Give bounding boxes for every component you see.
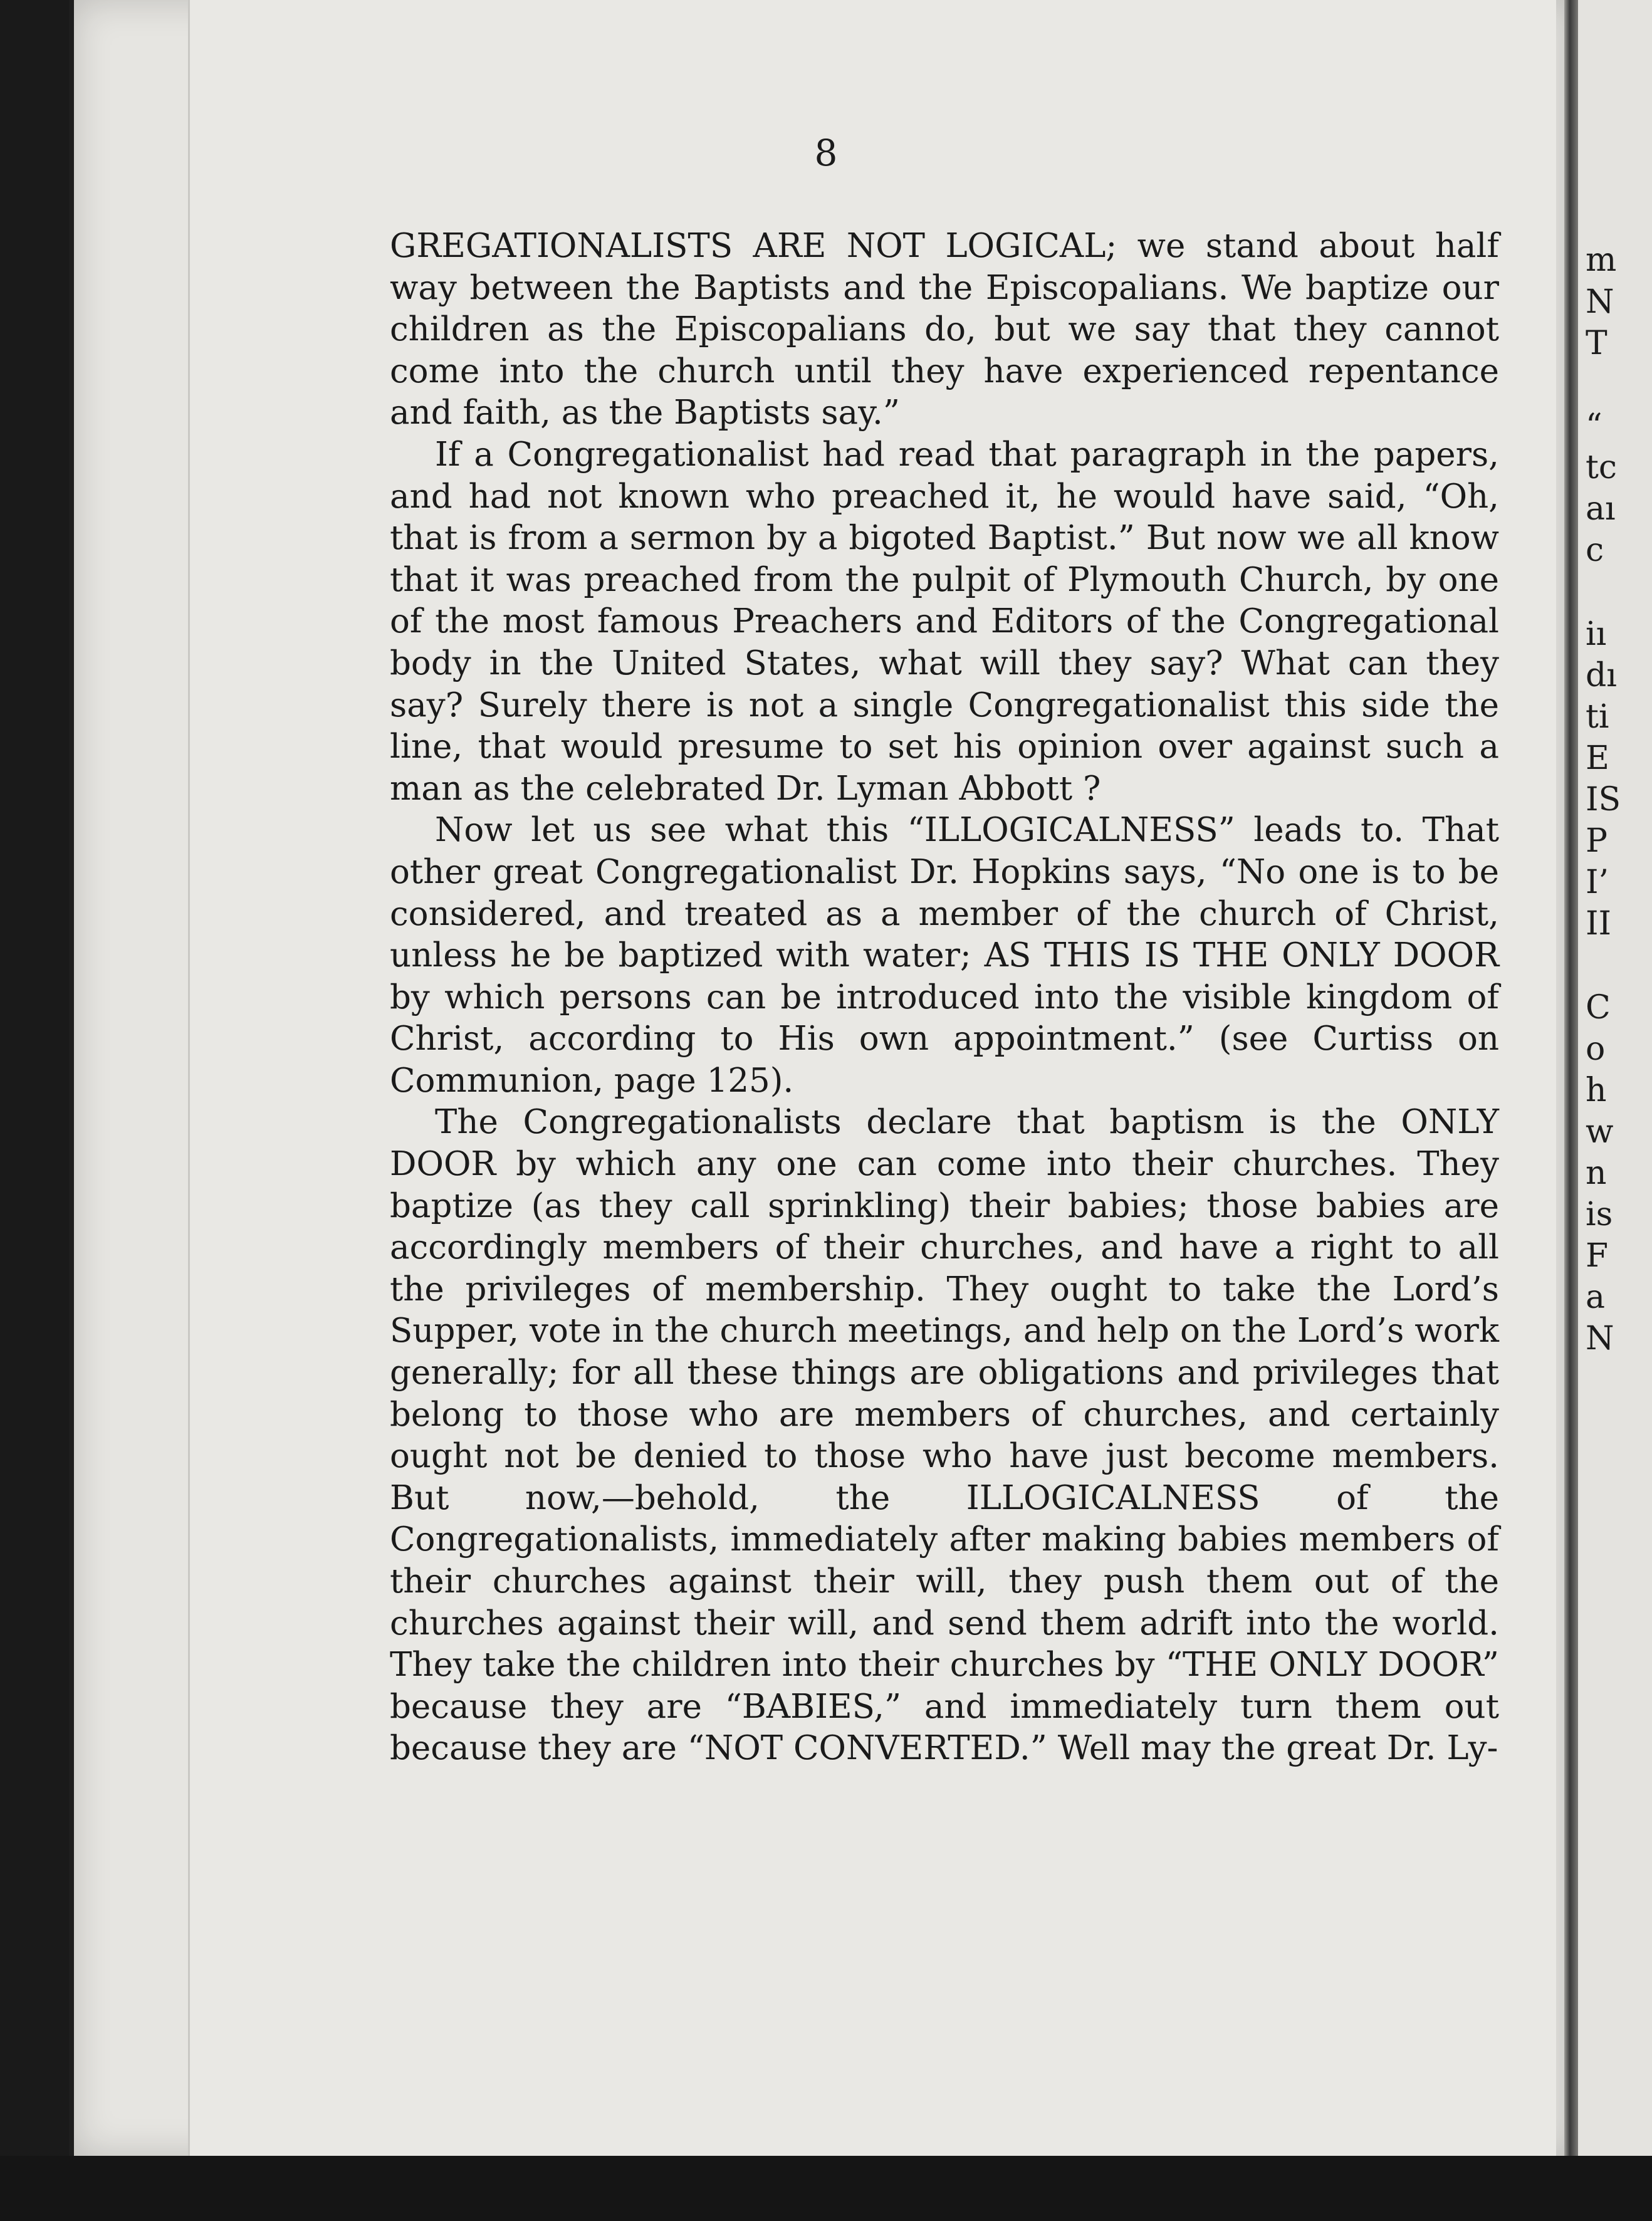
scan-bottom-edge: [0, 2156, 1652, 2221]
next-page-fragment: F: [1586, 1237, 1609, 1275]
paragraph: GREGATIONALISTS ARE NOT LOGICAL; we stand about half way between the Baptists and the Episcopalians. We baptize our children as the Episcopalians do, but we say that they cannot come into the church until they have experienced repentance and faith, as the Baptists say.”: [390, 227, 1499, 432]
next-page-fragment: o: [1586, 1030, 1606, 1068]
next-page-fragment: I’: [1586, 864, 1609, 901]
next-page-fragment: w: [1586, 1113, 1614, 1151]
next-page-fragment: h: [1586, 1072, 1607, 1109]
next-page-fragment: m: [1586, 241, 1617, 279]
next-page-fragment: N: [1586, 1320, 1614, 1357]
body-text: [390, 226, 1499, 1770]
next-page-fragment: E: [1586, 739, 1609, 777]
scan-left-edge: [0, 0, 69, 2221]
paragraph: If a Congregationalist had read that paragraph in the papers, and had not known who preached it, he would have said, “Oh, that is from a sermon by a bigoted Baptist.” But now we all know that it was preached from the pulpit of Plymouth Church, by one of the most famous Preachers and Editors of the Congregational body in the United States, what will they say? What can they say? Surely there is not a single Congregationalist this side the line, that would presume to set his opinion over against such a man as the celebrated Dr. Lyman Abbott ?: [390, 435, 1499, 808]
next-page-fragment: is: [1586, 1196, 1613, 1233]
next-page-fragment: dı: [1586, 657, 1617, 694]
next-page-fragment: c: [1586, 531, 1604, 569]
next-page-fragment: iı: [1586, 615, 1607, 653]
next-page-fragment: “: [1586, 407, 1602, 445]
page-number: 8: [814, 132, 838, 174]
next-page-fragment: a: [1586, 1278, 1606, 1316]
next-page-edge: [1578, 0, 1652, 2156]
next-page-fragment: tc: [1586, 449, 1618, 486]
next-page-fragment: C: [1586, 989, 1611, 1027]
page-gutter: [1564, 0, 1578, 2156]
next-page-fragment: ti: [1586, 698, 1609, 736]
next-page-fragment: II: [1586, 905, 1612, 943]
next-page-fragment: n: [1586, 1154, 1607, 1192]
next-page-fragment: N: [1586, 283, 1614, 321]
next-page-fragment: P: [1586, 822, 1608, 860]
next-page-fragment: aı: [1586, 490, 1616, 528]
next-page-fragment: IS: [1586, 781, 1621, 818]
paragraph: The Congregationalists declare that baptism is the ONLY DOOR by which any one can come into their churches. They baptize (as they call sprinkling) their babies; those babies are accordingly members of their churches, and have a right to all the privileges of membership. They ought to take the Lord’s Supper, vote in the church meetings, and help on the Lord’s work generally; for all these things are obligations and privileges that belong to those who are members of churches, and certainly ought not be denied to those who have just become members. But now,—behold, the ILLOGICALNESS of the Congregationalists, immediately after making babies members of their churches against their will, they push them out of the churches against their will, and send them adrift into the world. They take the children into their churches by “THE ONLY DOOR” because they are “BABIES,” and immediately turn them out because they are “NOT CONVERTED.” Well may the great Dr. Ly-: [390, 1103, 1499, 1768]
next-page-fragment: T: [1586, 325, 1608, 362]
paragraph: Now let us see what this “ILLOGICALNESS” leads to. That other great Congregationalist Dr. Hopkins says, “No one is to be considered, and treated as a member of the church of Christ, unless he be baptized with water; AS THIS IS THE ONLY DOOR by which persons can be introduced into the visible kingdom of Christ, according to His own appointment.” (see Curtiss on Communion, page 125).: [390, 811, 1499, 1100]
